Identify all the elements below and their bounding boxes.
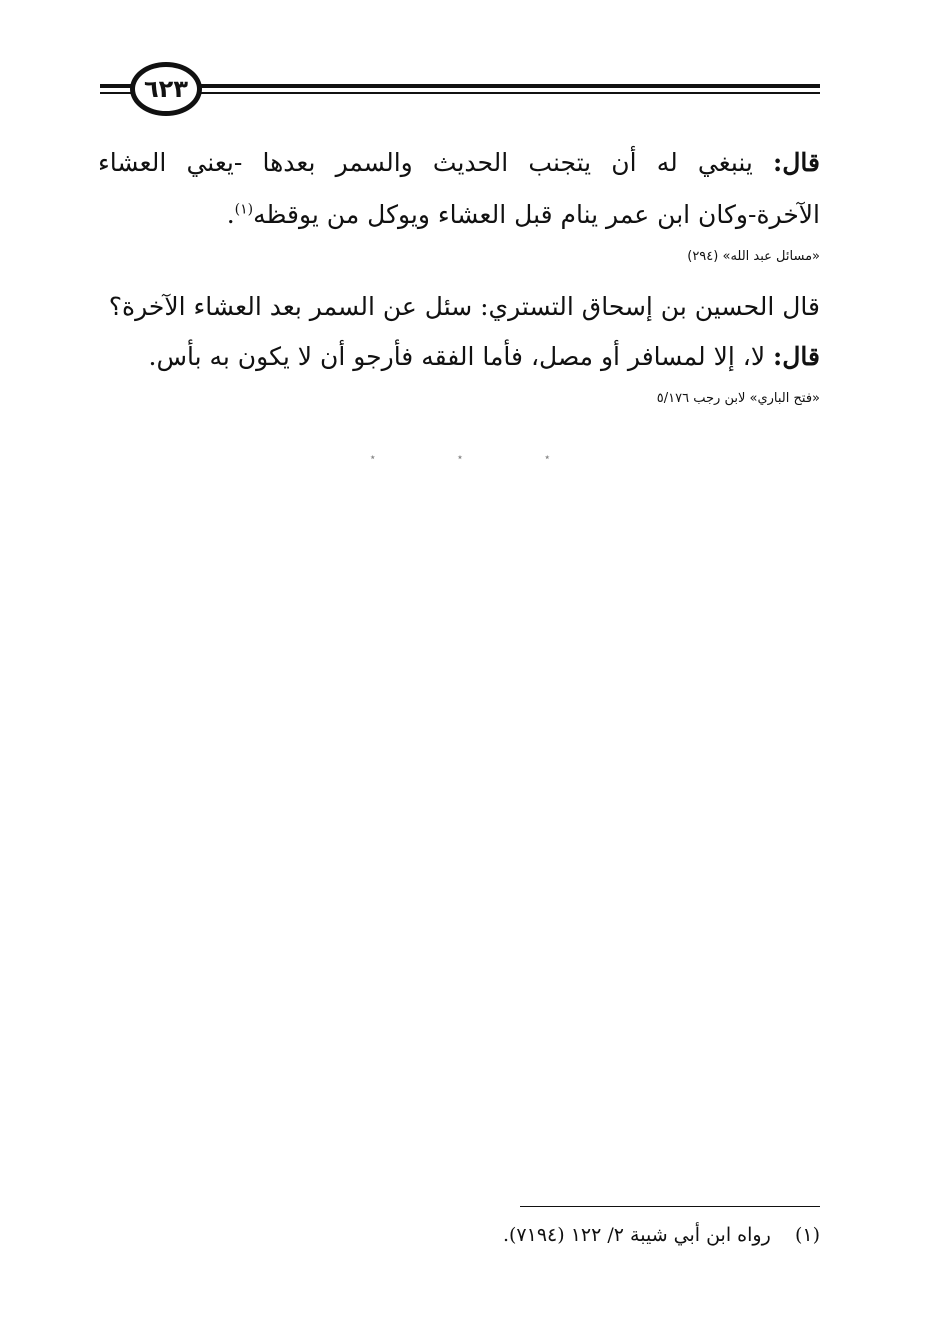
entry-1-line-2: [227, 198, 820, 232]
entry-2-source: «فتح الباري» لابن رجب ٥/١٧٦: [656, 391, 820, 406]
footnote-1: [503, 1222, 820, 1248]
footnote-divider: [520, 1206, 820, 1207]
entry-text: ينبغي له أن يتجنب الحديث والسمر بعدها -يعني العشاء: [98, 148, 774, 177]
ornament-icon: ٭: [457, 451, 463, 463]
entry-text: الآخرة-وكان ابن عمر ينام قبل العشاء ويوكل من يوقظه: [253, 200, 820, 229]
section-separator: [370, 452, 550, 462]
speaker-label: قال:: [773, 148, 820, 177]
ornament-icon: ٭: [544, 451, 550, 463]
entry-text: لا، إلا لمسافر أو مصل، فأما الفقه فأرجو أن لا يكون به بأس.: [148, 342, 774, 371]
page-header: [100, 62, 820, 118]
entry-end-punctuation: .: [226, 200, 235, 229]
header-rule-thick: [100, 84, 820, 88]
entry-1-source: «مسائل عبد الله» (٢٩٤): [687, 249, 820, 264]
footnote-reference[interactable]: (١): [234, 201, 254, 218]
footnote-text: رواه ابن أبي شيبة ٢/ ١٢٢ (٧١٩٤).: [502, 1224, 771, 1246]
entry-text: قال الحسين بن إسحاق التستري: سئل عن السمر بعد العشاء الآخرة؟: [108, 292, 820, 321]
speaker-label: قال:: [773, 342, 820, 371]
page-number: ٦٢٣: [130, 62, 202, 116]
main-text: [98, 140, 820, 440]
header-rule-thin: [100, 92, 820, 94]
entry-2-line-1: [109, 290, 820, 324]
entry-2-line-2: [149, 340, 820, 374]
footnote-marker: (١): [794, 1224, 820, 1246]
entry-1-line-1: [98, 146, 820, 180]
ornament-icon: ٭: [370, 451, 376, 463]
